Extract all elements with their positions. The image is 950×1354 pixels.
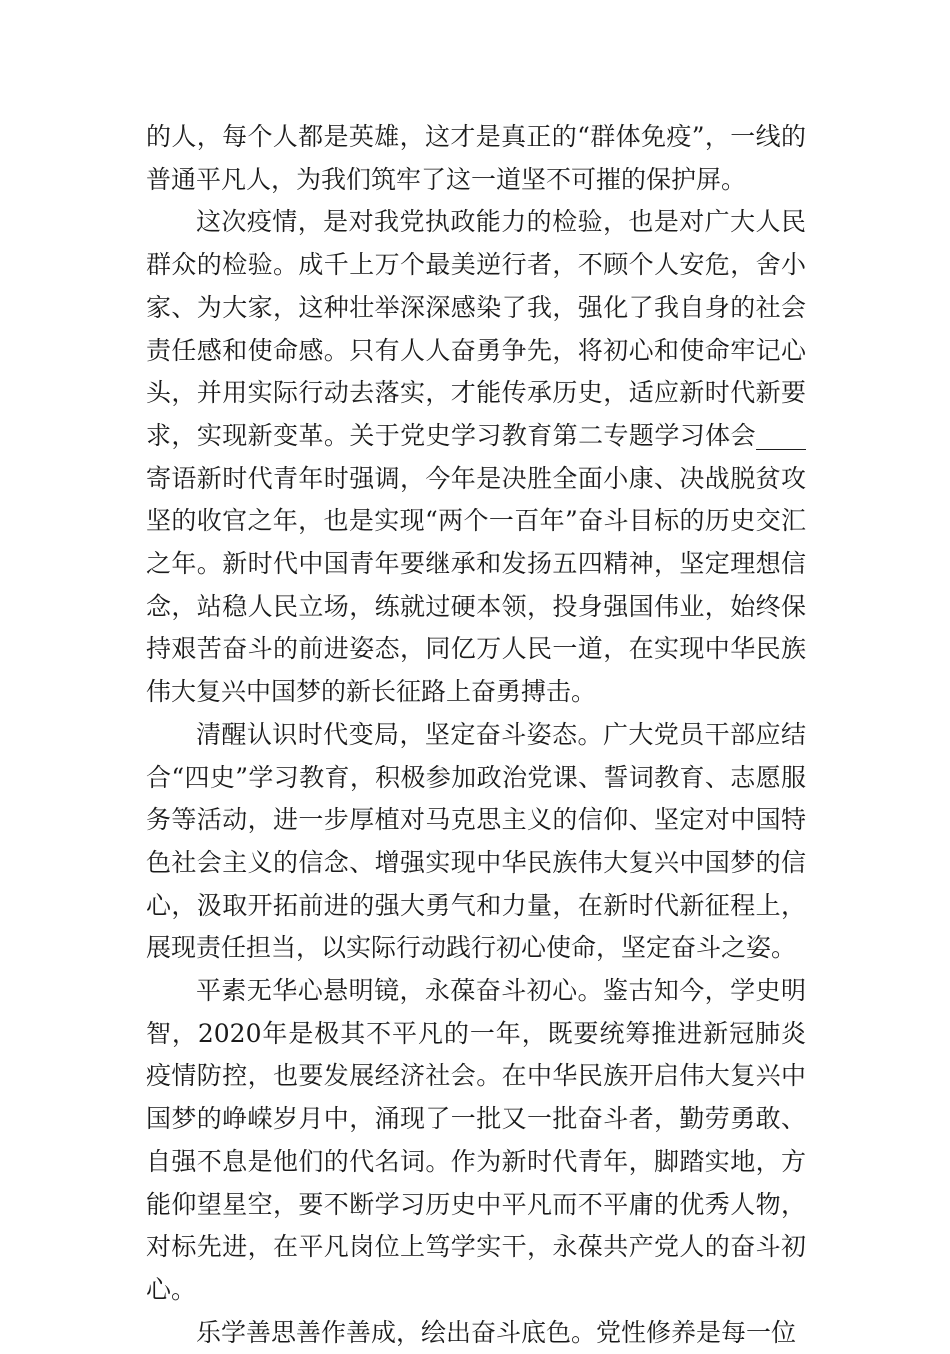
paragraph-5: 乐学善思善作善成，绘出奋斗底色。党性修养是每一位 [196,1317,797,1347]
paragraph-2: 这次疫情，是对我党执政能力的检验，也是对广大人民群众的检验。成千上万个最美逆行者，不顾个人安危，舍小家、为大家，这种壮举深深感染了我，强化了我自身的社会责任感和使命感。只有人人奋勇争先，将初心和使命牢记心头，并用实际行动去落实，才能传承历史，适应新时代新要求，实现新变革。关于党史学习教育第二专题学习体会____寄语新时代青年时强调，今年是决胜全面小康、决战脱贫攻坚的收官之年，也是实现“两个一百年”奋斗目标的历史交汇之年。新时代中国青年要继承和发扬五四精神，坚定理想信念，站稳人民立场，练就过硬本领，投身强国伟业，始终保持艰苦奋斗的前进姿态，同亿万人民一道，在实现中华民族伟大复兴中国梦的新长征路上奋勇搏击。 [146,207,806,707]
paragraph-1: 的人，每个人都是英雄，这才是真正的“群体免疫”，一线的普通平凡人，为我们筑牢了这一道坚不可摧的保护屏。 [146,122,806,194]
document-body [146,116,806,1354]
paragraph-3: 清醒认识时代变局，坚定奋斗姿态。广大党员干部应结合“四史”学习教育，积极参加政治党课、誓词教育、志愿服务等活动，进一步厚植对马克思主义的信仰、坚定对中国特色社会主义的信念、增强实现中华民族伟大复兴中国梦的信心，汲取开拓前进的强大勇气和力量，在新时代新征程上，展现责任担当，以实际行动践行初心使命，坚定奋斗之姿。 [146,719,806,963]
paragraph-4: 平素无华心悬明镜，永葆奋斗初心。鉴古知今，学史明智，2020年是极其不平凡的一年，既要统筹推进新冠肺炎疫情防控，也要发展经济社会。在中华民族开启伟大复兴中国梦的峥嵘岁月中，涌现了一批又一批奋斗者，勤劳勇敢、自强不息是他们的代名词。作为新时代青年，脚踏实地，方能仰望星空，要不断学习历史中平凡而不平庸的优秀人物，对标先进，在平凡岗位上笃学实干，永葆共产党人的奋斗初心。 [146,976,806,1304]
